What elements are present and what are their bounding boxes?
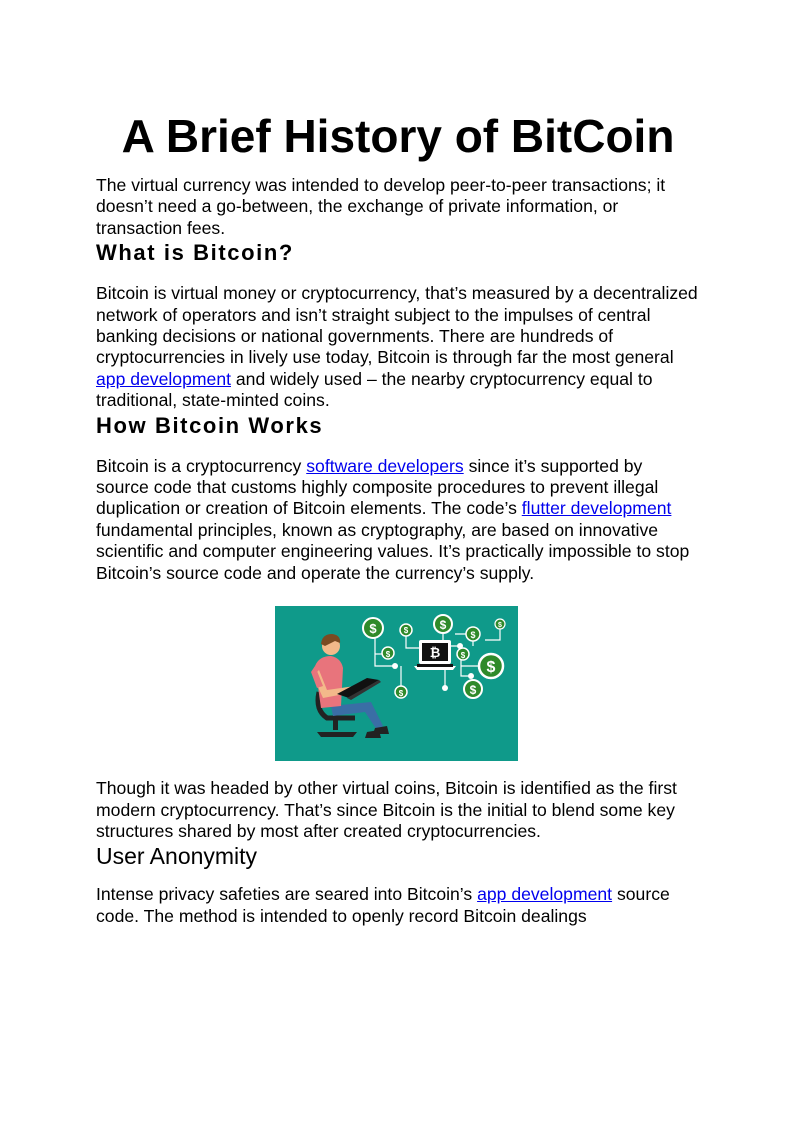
link-flutter-development[interactable]: flutter development <box>521 498 672 519</box>
dollar-coin-icon <box>434 615 452 633</box>
link-software-developers[interactable]: software developers <box>306 455 464 476</box>
link-app-development[interactable]: app development <box>96 368 231 389</box>
svg-text:₿: ₿ <box>429 645 441 661</box>
illustration-background <box>275 606 518 761</box>
intro-paragraph: The virtual currency was intended to develop peer-to-peer transactions; it doesn’t need a go-between, the exchange of private information, or transaction fees. <box>96 175 666 238</box>
text-segment: Bitcoin is a cryptocurrency <box>96 455 307 476</box>
paragraph-how-bitcoin-works <box>96 456 700 584</box>
svg-text:$: $ <box>385 650 391 660</box>
dollar-coin-icon <box>395 686 407 698</box>
heading-how-bitcoin-works: How Bitcoin Works <box>96 412 324 438</box>
svg-text:$: $ <box>486 659 496 677</box>
dollar-coin-icon <box>479 654 503 678</box>
dollar-coin-icon <box>400 624 412 636</box>
svg-text:$: $ <box>439 618 447 633</box>
text-segment: since it’s supported by source code that customs highly composite procedures to prevent illegal duplication or creation of Bitcoin elements. The code’s <box>96 455 659 519</box>
svg-text:$: $ <box>470 630 476 641</box>
svg-text:$: $ <box>469 683 477 698</box>
dollar-coin-icon <box>464 680 482 698</box>
text-segment: and widely used – the nearby cryptocurrency equal to traditional, state-minted coins. <box>96 368 653 411</box>
svg-text:$: $ <box>398 689 404 699</box>
text-segment: Bitcoin is virtual money or cryptocurrency, that’s measured by a decentralized network of operators and isn’t straight subject to the impulses of central banking decisions or national governments. There are hundreds of cryptocurrencies in lively use today, Bitcoin is through far the most general <box>96 283 698 368</box>
paragraph-user-anonymity <box>96 884 700 927</box>
heading-what-is-bitcoin: What is Bitcoin? <box>96 240 294 266</box>
svg-text:$: $ <box>498 622 502 630</box>
bitcoin-laptop-icon <box>414 640 456 670</box>
text-segment: Intense privacy safeties are seared into Bitcoin’s <box>96 884 478 905</box>
svg-text:$: $ <box>460 651 466 661</box>
svg-text:$: $ <box>403 626 409 636</box>
text-segment: fundamental principles, known as cryptography, are based on innovative scientific and computer engineering values. It’s practically impossible to stop Bitcoin’s source code and operate the currency’s supply. <box>96 519 690 583</box>
paragraph-what-is-bitcoin <box>96 283 700 411</box>
dollar-coin-icon <box>382 647 394 659</box>
dollar-coin-icon <box>466 627 480 641</box>
paragraph-history: Though it was headed by other virtual coins, Bitcoin is identified as the first modern cryptocurrency. That’s since Bitcoin is the initial to blend some key structures shared by most after created cryptocurrencies. <box>96 778 677 841</box>
link-app-development-2[interactable]: app development <box>477 884 613 905</box>
bitcoin-illustration <box>275 606 518 761</box>
page-title: A Brief History of BitCoin <box>121 110 675 162</box>
heading-user-anonymity: User Anonymity <box>96 843 258 870</box>
text-segment: source code. The method is intended to openly record Bitcoin dealings <box>96 884 670 926</box>
dollar-coin-icon <box>457 648 469 660</box>
dollar-coin-icon <box>495 619 505 629</box>
svg-text:$: $ <box>369 621 377 637</box>
document-page <box>96 108 700 927</box>
dollar-coin-icon <box>363 618 383 638</box>
